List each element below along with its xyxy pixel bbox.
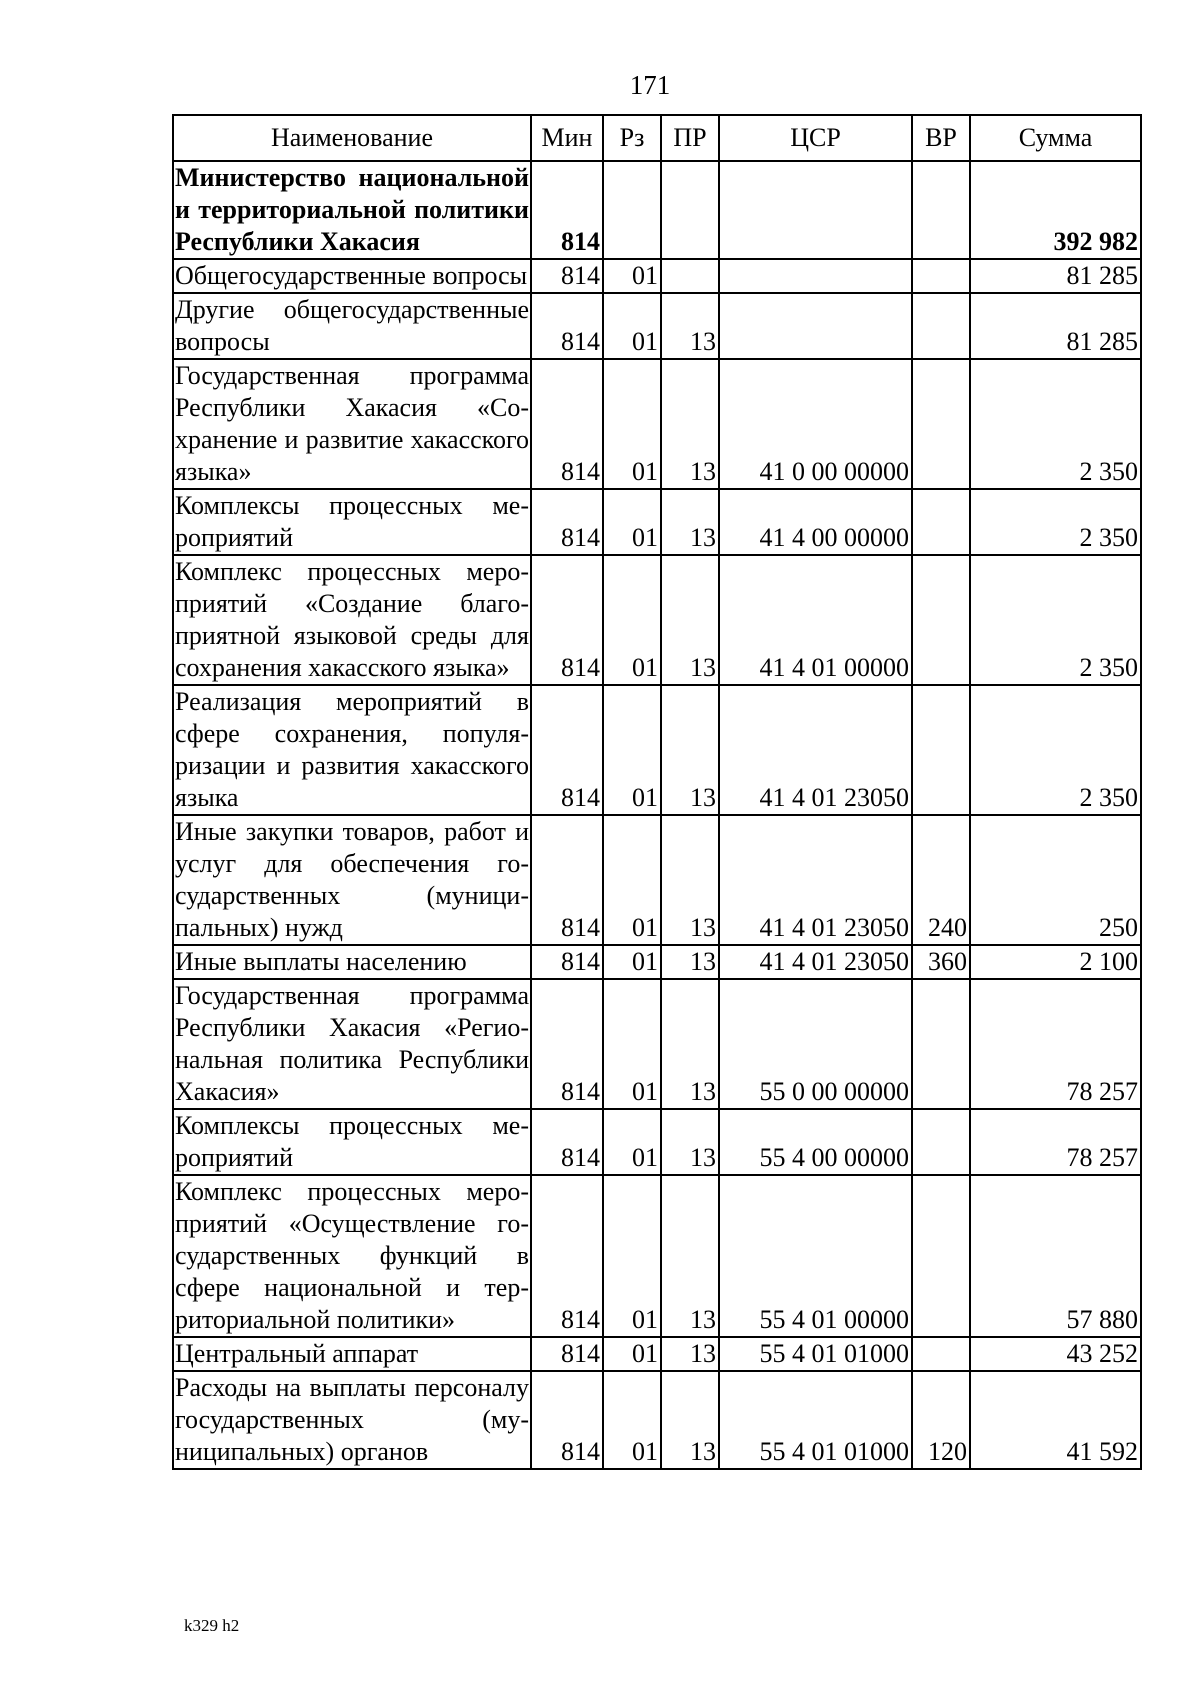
cell-rz: 01 [603, 359, 661, 489]
page-number: 171 [629, 70, 671, 100]
cell-name: Общегосударственные вопросы [173, 259, 531, 293]
cell-min: 814 [531, 359, 603, 489]
cell-min: 814 [531, 293, 603, 359]
cell-vr [912, 979, 970, 1109]
cell-sum: 41 592 [970, 1371, 1141, 1469]
header-sum: Сумма [970, 115, 1141, 161]
cell-min: 814 [531, 259, 603, 293]
cell-csr: 55 4 01 01000 [719, 1371, 912, 1469]
cell-min: 814 [531, 945, 603, 979]
cell-csr: 41 4 01 23050 [719, 945, 912, 979]
cell-pr: 13 [661, 945, 719, 979]
cell-rz: 01 [603, 1109, 661, 1175]
cell-csr: 41 4 01 23050 [719, 815, 912, 945]
table-row [173, 359, 1141, 489]
cell-name: Иные выплаты населению [173, 945, 531, 979]
table-row [173, 1175, 1141, 1337]
cell-sum: 250 [970, 815, 1141, 945]
header-min: Мин [531, 115, 603, 161]
cell-name: Министерство национальной и территориальной политики Республики Хакасия [173, 161, 531, 259]
cell-name: Центральный аппарат [173, 1337, 531, 1371]
cell-name: Комплексы процессных мероприятий [173, 1109, 531, 1175]
cell-rz: 01 [603, 555, 661, 685]
cell-rz: 01 [603, 685, 661, 815]
cell-min: 814 [531, 1175, 603, 1337]
table-row [173, 1109, 1141, 1175]
cell-vr [912, 293, 970, 359]
cell-name: Другие общегосударственные вопросы [173, 293, 531, 359]
table-row [173, 293, 1141, 359]
cell-name: Государственная программа Республики Хакасия «Сохранение и развитие хакасского языка» [173, 359, 531, 489]
cell-min: 814 [531, 1371, 603, 1469]
cell-csr: 41 4 01 23050 [719, 685, 912, 815]
cell-csr: 55 4 01 01000 [719, 1337, 912, 1371]
header-rz: Рз [603, 115, 661, 161]
cell-vr [912, 1175, 970, 1337]
cell-rz: 01 [603, 259, 661, 293]
table-body [173, 161, 1141, 1469]
cell-rz: 01 [603, 293, 661, 359]
cell-pr: 13 [661, 685, 719, 815]
cell-csr [719, 259, 912, 293]
cell-vr: 360 [912, 945, 970, 979]
cell-pr: 13 [661, 1109, 719, 1175]
header-csr: ЦСР [719, 115, 912, 161]
cell-csr: 55 4 00 00000 [719, 1109, 912, 1175]
cell-pr: 13 [661, 489, 719, 555]
cell-min: 814 [531, 1109, 603, 1175]
budget-table [172, 114, 1142, 1470]
cell-csr: 55 4 01 00000 [719, 1175, 912, 1337]
cell-min: 814 [531, 489, 603, 555]
cell-sum: 57 880 [970, 1175, 1141, 1337]
cell-vr [912, 685, 970, 815]
cell-vr [912, 259, 970, 293]
cell-min: 814 [531, 555, 603, 685]
cell-rz: 01 [603, 1175, 661, 1337]
cell-sum: 2 350 [970, 359, 1141, 489]
cell-sum: 78 257 [970, 1109, 1141, 1175]
cell-rz: 01 [603, 1371, 661, 1469]
header-name: Наименование [173, 115, 531, 161]
table-row [173, 1337, 1141, 1371]
cell-rz: 01 [603, 945, 661, 979]
cell-name: Комплекс процессных мероприятий «Создание благоприятной языковой среды для сохранения хакасского языка» [173, 555, 531, 685]
cell-pr: 13 [661, 815, 719, 945]
cell-min: 814 [531, 1337, 603, 1371]
cell-vr [912, 161, 970, 259]
cell-rz: 01 [603, 489, 661, 555]
table-row [173, 259, 1141, 293]
table-row [173, 815, 1141, 945]
cell-csr [719, 293, 912, 359]
cell-name: Государственная программа Республики Хакасия «Региональная политика Республики Хакасия» [173, 979, 531, 1109]
cell-csr [719, 161, 912, 259]
cell-sum: 392 982 [970, 161, 1141, 259]
cell-vr [912, 555, 970, 685]
cell-pr: 13 [661, 293, 719, 359]
cell-min: 814 [531, 979, 603, 1109]
cell-name: Реализация мероприятий в сфере сохранения, популяризации и развития хакасского языка [173, 685, 531, 815]
cell-sum: 81 285 [970, 259, 1141, 293]
footer-code: k329 h2 [184, 1616, 240, 1635]
cell-csr: 41 4 00 00000 [719, 489, 912, 555]
cell-sum: 2 350 [970, 685, 1141, 815]
table-row [173, 1371, 1141, 1469]
table-row [173, 685, 1141, 815]
cell-min: 814 [531, 161, 603, 259]
cell-sum: 81 285 [970, 293, 1141, 359]
cell-pr [661, 161, 719, 259]
cell-vr: 240 [912, 815, 970, 945]
cell-min: 814 [531, 815, 603, 945]
cell-csr: 41 0 00 00000 [719, 359, 912, 489]
cell-sum: 2 350 [970, 555, 1141, 685]
cell-sum: 43 252 [970, 1337, 1141, 1371]
cell-name: Иные закупки товаров, работ и услуг для обеспечения государственных (муниципальных) нужд [173, 815, 531, 945]
table-header-row [173, 115, 1141, 161]
cell-vr [912, 1337, 970, 1371]
table-row [173, 489, 1141, 555]
cell-pr: 13 [661, 1337, 719, 1371]
cell-sum: 2 100 [970, 945, 1141, 979]
cell-vr [912, 1109, 970, 1175]
header-vr: ВР [912, 115, 970, 161]
cell-pr: 13 [661, 359, 719, 489]
cell-name: Комплексы процессных мероприятий [173, 489, 531, 555]
cell-vr [912, 489, 970, 555]
cell-pr [661, 259, 719, 293]
cell-rz [603, 161, 661, 259]
header-pr: ПР [661, 115, 719, 161]
cell-rz: 01 [603, 979, 661, 1109]
table-row [173, 979, 1141, 1109]
cell-csr: 55 0 00 00000 [719, 979, 912, 1109]
cell-sum: 78 257 [970, 979, 1141, 1109]
cell-rz: 01 [603, 1337, 661, 1371]
table-row [173, 161, 1141, 259]
table-row [173, 945, 1141, 979]
cell-vr: 120 [912, 1371, 970, 1469]
cell-pr: 13 [661, 1175, 719, 1337]
cell-name: Расходы на выплаты персоналу государственных (муниципальных) органов [173, 1371, 531, 1469]
cell-pr: 13 [661, 555, 719, 685]
cell-min: 814 [531, 685, 603, 815]
cell-name: Комплекс процессных мероприятий «Осуществление государственных функций в сфере национальной и территориальной политики» [173, 1175, 531, 1337]
cell-sum: 2 350 [970, 489, 1141, 555]
cell-pr: 13 [661, 1371, 719, 1469]
cell-vr [912, 359, 970, 489]
cell-pr: 13 [661, 979, 719, 1109]
cell-csr: 41 4 01 00000 [719, 555, 912, 685]
table-row [173, 555, 1141, 685]
cell-rz: 01 [603, 815, 661, 945]
